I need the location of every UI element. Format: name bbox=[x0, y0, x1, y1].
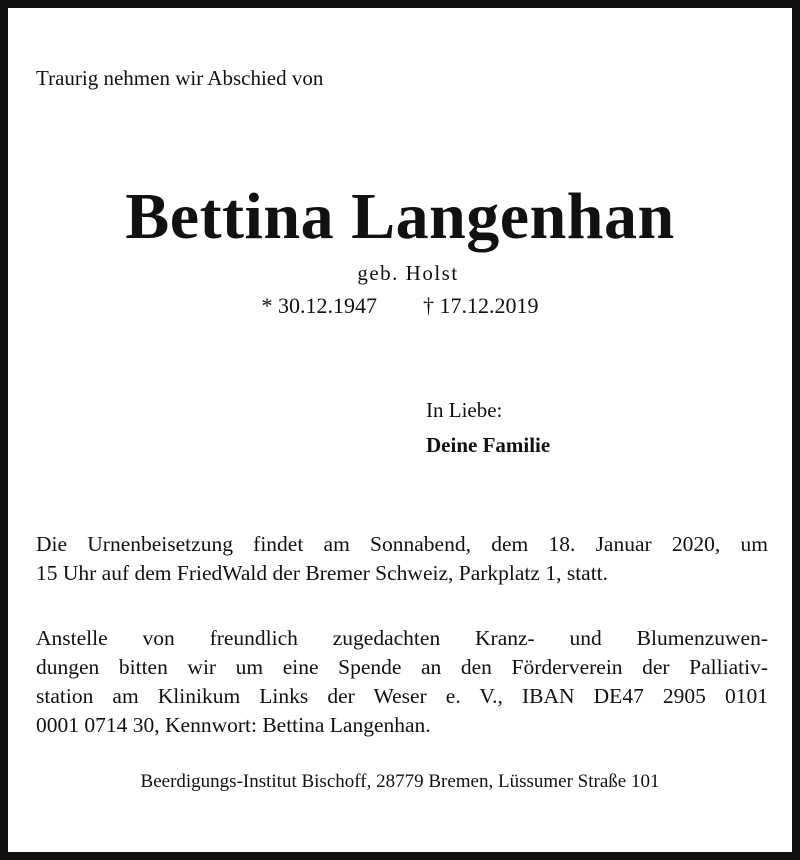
donation-line: dungen bitten wir um eine Spende an den Förderverein der Palliativ- bbox=[36, 655, 768, 679]
signoff-family: Deine Familie bbox=[426, 433, 551, 457]
ceremony-line: 15 Uhr auf dem FriedWald der Bremer Schweiz, Parkplatz 1, statt. bbox=[36, 561, 609, 585]
ceremony-paragraph bbox=[36, 530, 768, 588]
death-date: † 17.12.2019 bbox=[423, 293, 539, 318]
signoff-love: In Liebe: bbox=[426, 398, 503, 422]
life-dates bbox=[8, 292, 792, 320]
birth-date: * 30.12.1947 bbox=[261, 293, 377, 318]
funeral-home-footer: Beerdigungs-Institut Bischoff, 28779 Bremen, Lüssumer Straße 101 bbox=[140, 771, 660, 792]
intro-text: Traurig nehmen wir Abschied von bbox=[36, 66, 324, 90]
ceremony-line: Die Urnenbeisetzung findet am Sonnabend, dem 18. Januar 2020, um bbox=[36, 532, 768, 556]
donation-paragraph bbox=[36, 624, 768, 740]
donation-line: 0001 0714 30, Kennwort: Bettina Langenhan. bbox=[36, 713, 431, 737]
maiden-name: geb. Holst bbox=[357, 261, 459, 285]
deceased-name: Bettina Langenhan bbox=[125, 180, 675, 253]
donation-line: Anstelle von freundlich zugedachten Kranz- und Blumenzuwen- bbox=[36, 626, 768, 650]
donation-line: station am Klinikum Links der Weser e. V., IBAN DE47 2905 0101 bbox=[36, 684, 768, 708]
